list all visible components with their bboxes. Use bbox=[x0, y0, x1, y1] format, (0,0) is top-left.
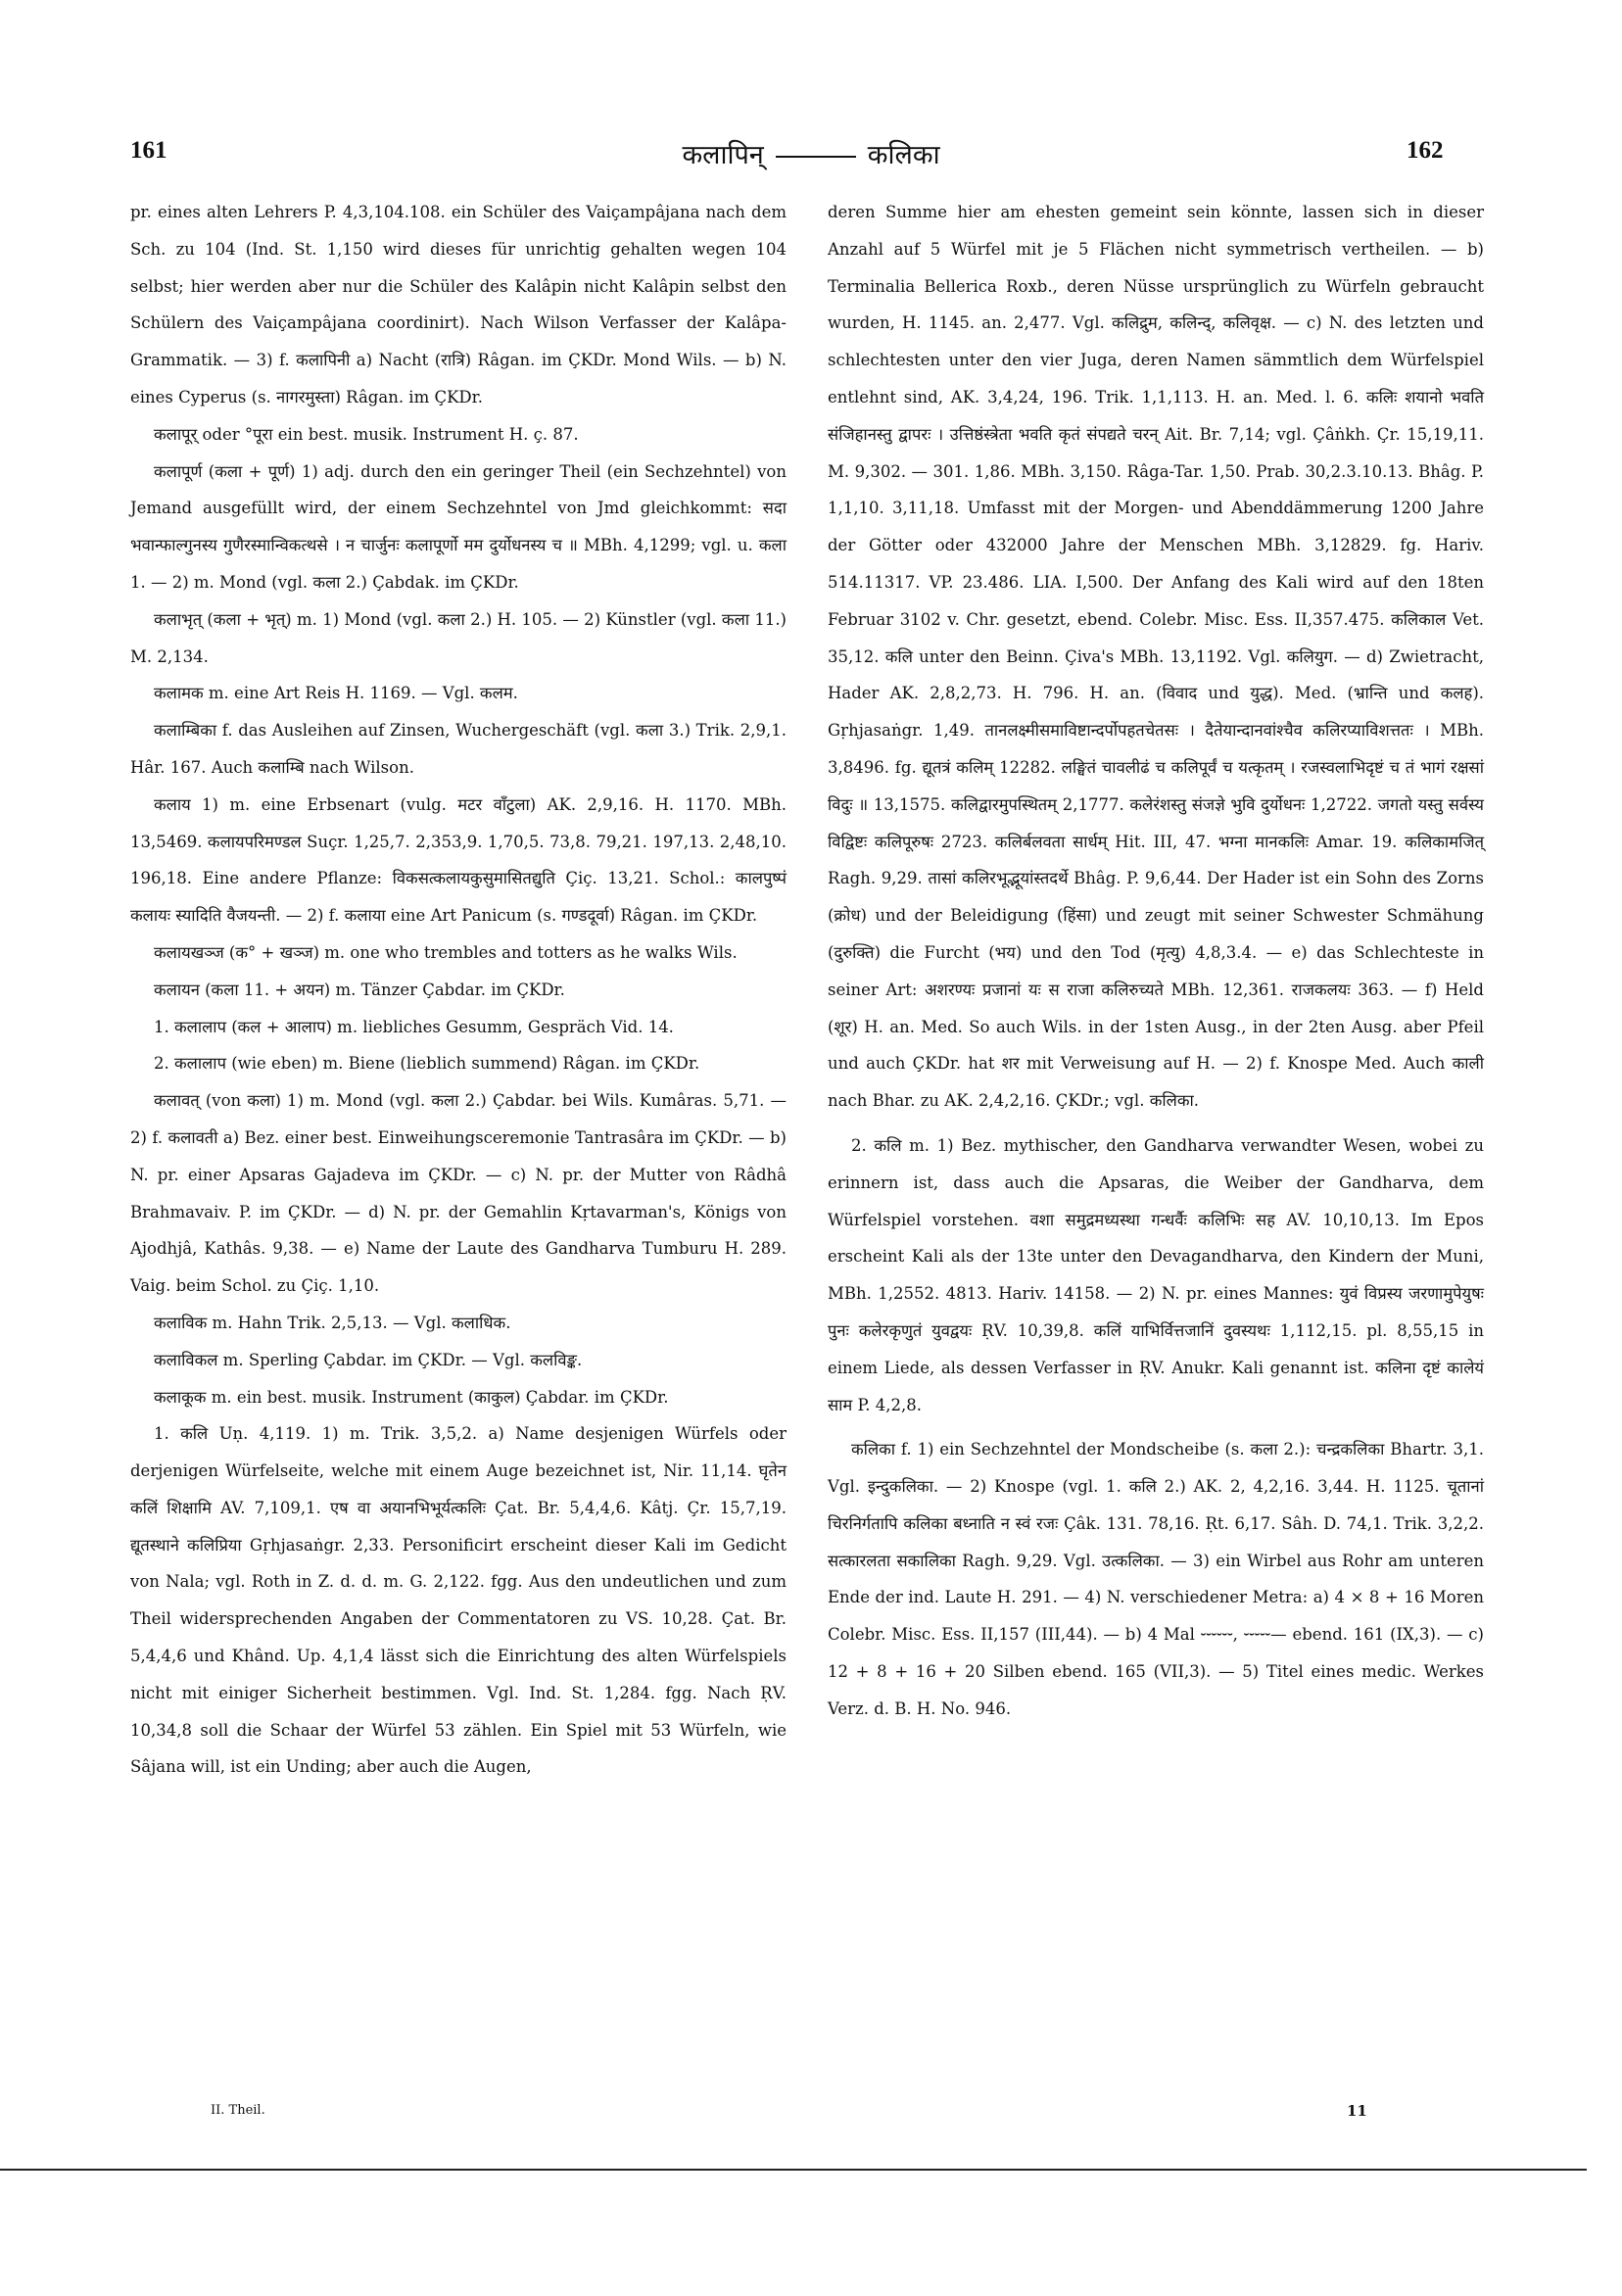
entry-paragraph: कलापूर्ण (कला + पूर्ण) 1) adj. durch den ein geringer Theil (ein Sechzehntel) von Jemand ausgefüllt wird, der einem Sechzehntel von Jmd gleichkommt: सदा भवान्फाल्गुनस्य गुणैरस्मान्विकत्थसे । न चार्जुनः कलापूर्णो मम दुर्योधनस्य च ॥ MBh. 4,1299; vgl. u. कला 1. — 2) m. Mond (vgl. कला 2.) Çabdak. im ÇKDr. bbox=[130, 461, 787, 592]
sheet-number: 11 bbox=[1347, 2102, 1367, 2120]
entry-paragraph: कलाम्बिका f. das Ausleihen auf Zinsen, Wuchergeschäft (vgl. कला 3.) Trik. 2,9,1. Hâr. 167. Auch कलाम्बि nach Wilson. bbox=[130, 721, 787, 777]
entry-paragraph: कलाकूक m. ein best. musik. Instrument (काकुल) Çabdar. im ÇKDr. bbox=[154, 1387, 669, 1407]
entry-paragraph: 2. कलि m. 1) Bez. mythischer, den Gandharva verwandter Wesen, wobei zu erinnern ist, dass auch die Apsaras, die Weiber der Gandharva, dem Würfelspiel vorstehen. वशा समुद्रमध्यस्था गन्धर्वैः कलिभिः सह AV. 10,10,13. Im Epos erscheint Kali als der 13te unter den Devagandharva, den Kindern der Muni, MBh. 1,2552. 4813. Hariv. 14158. — 2) N. pr. eines Mannes: युवं विप्रस्य जरणामुपेयुषः पुनः कलेरकृणुतं युवद्वयः ṚV. 10,39,8. कलिं याभिर्वित्तजानिं दुवस्यथः 1,112,15. pl. 8,55,15 in einem Liede, als dessen Verfasser in ṚV. Anukr. Kali genannt ist. कलिना दृष्टं कालेयं साम P. 4,2,8. bbox=[828, 1135, 1484, 1414]
entry-paragraph: कलायखञ्ज (क° + खञ्ज) m. one who trembles and totters as he walks Wils. bbox=[154, 942, 738, 962]
entry-paragraph: कलाविकल m. Sperling Çabdar. im ÇKDr. — Vgl. कलविङ्क. bbox=[154, 1350, 583, 1369]
entry-paragraph: deren Summe hier am ehesten gemeint sein könnte, lassen sich in dieser Anzahl auf 5 Würfel mit je 5 Flächen nicht symmetrisch vertheilen. — b) Terminalia Bellerica Roxb., deren Nüsse ursprünglich zu Würfeln gebraucht wurden, H. 1145. an. 2,477. Vgl. कलिद्रुम, कलिन्द्, कलिवृक्ष. — c) N. des letzten und schlechtesten unter den vier Juga, deren Namen sämmtlich dem Würfelspiel entlehnt sind, AK. 3,4,24, 196. Trik. 1,1,113. H. an. Med. l. 6. कलिः शयानो भवति संजिहानस्तु द्वापरः । उत्तिष्ठंस्त्रेता भवति कृतं संपद्यते चरन् Ait. Br. 7,14; vgl. Çâṅkh. Çr. 15,19,11. M. 9,302. — 301. 1,86. MBh. 3,150. Râga-Tar. 1,50. Prab. 30,2.3.10.13. Bhâg. P. 1,1,10. 3,11,18. Umfasst mit der Morgen- und Abenddämmerung 1200 Jahre der Götter oder 432000 Jahre der Menschen MBh. 3,12829. fg. Hariv. 514.11317. VP. 23.486. LIA. I,500. Der Anfang des Kali wird auf den 18ten Februar 3102 v. Chr. gesetzt, ebend. Colebr. Misc. Ess. II,357.475. कलिकाल Vet. 35,12. कलि unter den Beinn. Çiva's MBh. 13,1192. Vgl. कलियुग. — d) Zwietracht, Hader AK. 2,8,2,73. H. 796. H. an. (विवाद und युद्ध). Med. (भ्रान्ति und कलह). Gṛhjasaṅgr. 1,49. तानलक्ष्मीसमाविष्टान्दर्पोपहतचेतसः । दैतेयान्दानवांश्चैव कलिरप्याविशत्ततः । MBh. 3,8496. fg. द्यूतत्रं कलिम् 12282. लङ्घितं चावलीढं च कलिपूर्वं च यत्कृतम् । रजस्वलाभिदृष्टं च तं भागं रक्षसां विदुः ॥ 13,1575. कलिद्वारमुपस्थितम् 2,1777. कलेरंशस्तु संजज्ञे भुवि दुर्योधनः 1,2722. जगतो यस्तु सर्वस्य विद्विष्टः कलिपूरुषः 2723. कलिर्बलवता सार्धम् Hit. III, 47. भग्ना मानकलिः Amar. 19. कलिकामजित् Ragh. 9,29. तासां कलिरभूद्भूयांस्तदर्थे Bhâg. P. 9,6,44. Der Hader ist ein Sohn des Zorns (क्रोध) und der Beleidigung (हिंसा) und zeugt mit seiner Schwester Schmähung (दुरुक्ति) die Furcht (भय) und den Tod (मृत्यु) 4,8,3.4. — e) das Schlechteste in seiner Art: अशरण्यः प्रजानां यः स राजा कलिरुच्यते MBh. 12,361. राजकलयः 363. — f) Held (शूर) H. an. Med. So auch Wils. in der 1sten Ausg., in der 2ten Ausg. aber Pfeil und auch ÇKDr. hat शर mit Verweisung auf H. — 2) f. Knospe Med. Auch काली nach Bhar. zu AK. 2,4,2,16. ÇKDr.; vgl. कलिका. bbox=[828, 203, 1484, 1111]
entry-paragraph: pr. eines alten Lehrers P. 4,3,104.108. ein Schüler des Vaiçampâjana nach dem Sch. zu 104 (Ind. St. 1,150 wird dieses für unrichtig gehalten wegen 104 selbst; hier werden aber nur die Schüler des Kalâpin nicht Kalâpin selbst den Schülern des Vaiçampâjana coordinirt). Nach Wilson Verfasser der Kalâpa-Grammatik. — 3) f. कलापिनी a) Nacht (रात्रि) Râgan. im ÇKDr. Mond Wils. — b) N. eines Cyperus (s. नागरमुस्ता) Râgan. im ÇKDr. bbox=[130, 203, 787, 407]
running-head-first-word: कलापिन् bbox=[682, 140, 764, 170]
bottom-rule bbox=[0, 2169, 1587, 2171]
running-head-dash bbox=[776, 156, 856, 158]
page-number-right: 162 bbox=[1407, 137, 1444, 164]
entry-paragraph: कलामक m. eine Art Reis H. 1169. — Vgl. कलम. bbox=[154, 684, 518, 703]
entry-paragraph: कलायन (कला 11. + अयन) m. Tänzer Çabdar. im ÇKDr. bbox=[154, 980, 565, 999]
left-column bbox=[130, 194, 787, 1786]
running-head-last-word: कलिका bbox=[867, 140, 940, 170]
running-head bbox=[0, 135, 1622, 171]
entry-paragraph: कलाय 1) m. eine Erbsenart (vulg. मटर वाँटुला) AK. 2,9,16. H. 1170. MBh. 13,5469. कलायपरिमण्डल Suçr. 1,25,7. 2,353,9. 1,70,5. 73,8. 79,21. 197,13. 2,48,10. 196,18. Eine andere Pflanze: विकसत्कलायकुसुमासितद्युति Çiç. 13,21. Schol.: कालपुष्पं कलायः स्यादिति वैजयन्ती. — 2) f. कलाया eine Art Panicum (s. गण्डदूर्वा) Râgan. im ÇKDr. bbox=[130, 794, 787, 926]
entry-paragraph: कलावत् (von कला) 1) m. Mond (vgl. कला 2.) Çabdar. bei Wils. Kumâras. 5,71. — 2) f. कलावती a) Bez. einer best. Einweihungsceremonie Tantrasâra im ÇKDr. — b) N. pr. einer Apsaras Gajadeva im ÇKDr. — c) N. pr. der Mutter von Râdhâ Brahmavaiv. P. im ÇKDr. — d) N. pr. der Gemahlin Kṛtavarman's, Königs von Ajodhjâ, Kathâs. 9,38. — e) Name der Laute des Gandharva Tumburu H. 289. Vaig. beim Schol. zu Çiç. 1,10. bbox=[130, 1091, 787, 1296]
entry-paragraph: 1. कलि Uṇ. 4,119. 1) m. Trik. 3,5,2. a) Name desjenigen Würfels oder derjenigen Würfelseite, welche mit einem Auge bezeichnet ist, Nir. 11,14. घृतेन कलिं शिक्षामि AV. 7,109,1. एष वा अयानभिभूर्यत्कलिः Çat. Br. 5,4,4,6. Kâtj. Çr. 15,7,19. द्यूतस्थाने कलिप्रिया Gṛhjasaṅgr. 2,33. Personificirt erscheint dieser Kali im Gedicht von Nala; vgl. Roth in Z. d. d. m. G. 2,122. fgg. Aus den undeutlichen und zum Theil widersprechenden Angaben der Commentatoren zu VS. 10,28. Çat. Br. 5,4,4,6 und Khând. Up. 4,1,4 lässt sich die Einrichtung des alten Würfelspiels nicht mit einiger Sicherheit bestimmen. Vgl. Ind. St. 1,284. fgg. Nach ṚV. 10,34,8 soll die Schaar der Würfel 53 zählen. Ein Spiel mit 53 Würfeln, wie Sâjana will, ist ein Unding; aber auch die Augen, bbox=[130, 1424, 787, 1777]
entry-paragraph: कलिका f. 1) ein Sechzehntel der Mondscheibe (s. कला 2.): चन्द्रकलिका Bhartr. 3,1. Vgl. इन्दुकलिका. — 2) Knospe (vgl. 1. कलि 2.) AK. 2, 4,2,16. 3,44. H. 1125. चूतानां चिरनिर्गतापि कलिका बध्नाति न स्वं रजः Çâk. 131. 78,16. Ṛt. 6,17. Sâh. D. 74,1. Trik. 3,2,2. सत्कारलता सकालिका Ragh. 9,29. Vgl. उत्कलिका. — 3) ein Wirbel aus Rohr am unteren Ende der ind. Laute H. 291. — 4) N. verschiedener Metra: a) 4 × 8 + 16 Moren Colebr. Misc. Ess. II,157 (III,44). — b) 4 Mal ⏑⏑⏑⏑⏑⏑, ⏑⏑⏑⏑⏑— ebend. 161 (IX,3). — c) 12 + 8 + 16 + 20 Silben ebend. 165 (VII,3). — 5) Titel eines medic. Werkes Verz. d. B. H. No. 946. bbox=[828, 1440, 1484, 1718]
signature-mark: II. Theil. bbox=[211, 2103, 265, 2118]
page-number-left: 161 bbox=[130, 137, 167, 164]
entry-paragraph: कलापूर् oder °पूरा ein best. musik. Instrument H. ç. 87. bbox=[154, 424, 579, 444]
entry-paragraph: कलाभृत् (कला + भृत्) m. 1) Mond (vgl. कला 2.) H. 105. — 2) Künstler (vgl. कला 11.) M. 2,134. bbox=[130, 609, 787, 666]
entry-paragraph: कलाविक m. Hahn Trik. 2,5,13. — Vgl. कलाधिक. bbox=[154, 1313, 511, 1332]
right-column bbox=[828, 194, 1484, 1728]
entry-paragraph: 2. कलालाप (wie eben) m. Biene (lieblich summend) Râgan. im ÇKDr. bbox=[154, 1054, 700, 1074]
entry-paragraph: 1. कलालाप (कल + आलाप) m. liebliches Gesumm, Gespräch Vid. 14. bbox=[154, 1017, 674, 1036]
